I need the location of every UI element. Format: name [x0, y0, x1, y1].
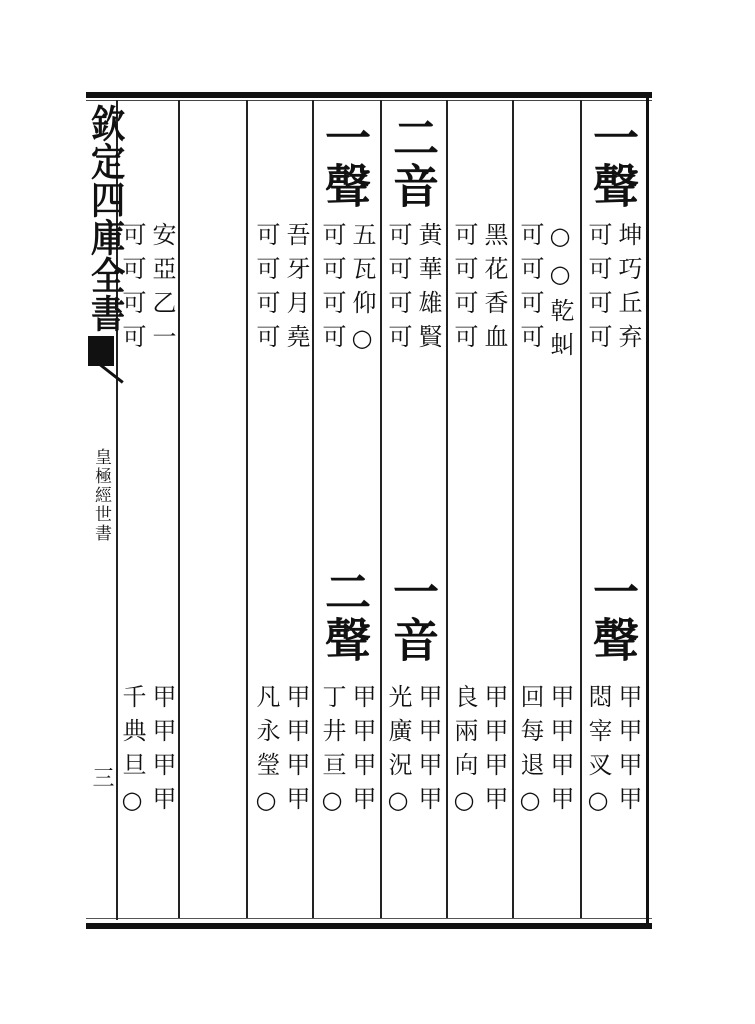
character-line: 五瓦仰○: [348, 222, 376, 362]
bottom-border-inner: [86, 918, 652, 919]
column-rule: [512, 100, 514, 918]
right-border: [646, 92, 649, 926]
column-rule: [246, 100, 248, 918]
column-header: 一聲: [586, 114, 640, 210]
character-line: 回每退○: [516, 684, 544, 824]
top-border: [86, 92, 652, 98]
character-line: 可可可可: [384, 222, 412, 358]
character-line: 甲甲甲甲: [414, 684, 442, 820]
character-line: 安亞乙一: [148, 222, 176, 358]
column-rule: [446, 100, 448, 918]
collection-title: 欽定四庫全書: [85, 104, 126, 332]
character-line: ○○乾虯: [546, 222, 574, 366]
character-line: 黄華雄賢: [414, 222, 442, 358]
page-number: 三: [89, 766, 114, 788]
character-line: 黑花香血: [480, 222, 508, 358]
character-line: 可可可可: [450, 222, 478, 358]
column-rule: [580, 100, 582, 918]
book-title: 皇極經世書: [91, 448, 111, 543]
character-line: 光廣況○: [384, 684, 412, 824]
character-line: 可可可可: [252, 222, 280, 358]
character-line: 甲甲甲甲: [282, 684, 310, 820]
character-line: 悶宰㕚○: [584, 684, 612, 824]
column-header: 二聲: [318, 568, 372, 664]
character-line: 可可可可: [516, 222, 544, 358]
character-line: 甲甲甲甲: [614, 684, 642, 820]
column-rule: [178, 100, 180, 918]
column-rule: [380, 100, 382, 918]
column-header: 一聲: [586, 568, 640, 664]
column-rule: [312, 100, 314, 918]
character-line: 可可可可: [118, 222, 146, 358]
character-line: 坤巧丘弃: [614, 222, 642, 358]
character-line: 甲甲甲甲: [480, 684, 508, 820]
character-line: 甲甲甲甲: [148, 684, 176, 820]
character-line: 甲甲甲甲: [546, 684, 574, 820]
column-header: 一聲: [318, 114, 372, 210]
top-border-inner: [86, 100, 652, 101]
column-header: 二音: [386, 114, 440, 210]
character-line: 良兩向○: [450, 684, 478, 824]
column-header: 一音: [386, 568, 440, 664]
fish-tail-mark: [88, 336, 114, 366]
character-line: 凡永瑩○: [252, 684, 280, 824]
character-line: 可可可可: [584, 222, 612, 358]
character-line: 可可可可: [318, 222, 346, 358]
character-line: 丁井亘○: [318, 684, 346, 824]
character-line: 千典旦○: [118, 684, 146, 824]
bottom-border: [86, 923, 652, 929]
character-line: 吾牙月堯: [282, 222, 310, 358]
character-line: 甲甲甲甲: [348, 684, 376, 820]
